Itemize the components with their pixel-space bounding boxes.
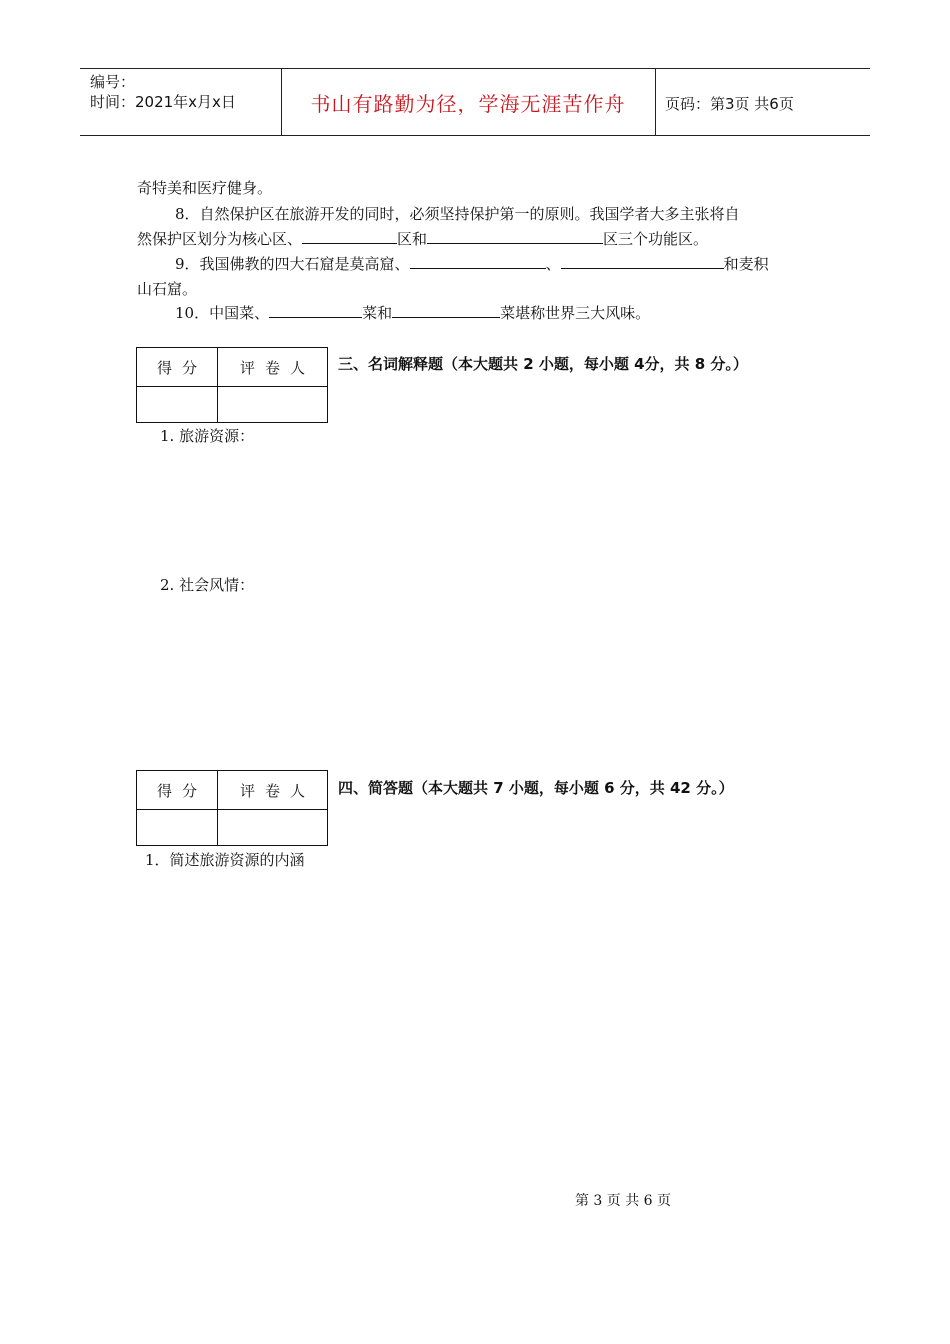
page-header [80,68,870,136]
question-8-line1: 8．自然保护区在旅游开发的同时，必须坚持保护第一的原则。我国学者大多主张将自 [175,205,740,223]
header-motto: 书山有路勤为径，学海无涯苦作舟 [310,91,626,116]
score-box-divider [137,386,327,387]
q9-text-a: 9．我国佛教的四大石窟是莫高窟、 [175,255,410,273]
q8-text-a: 然保护区划分为核心区、 [137,230,303,248]
header-divider [655,69,656,135]
q8-text-c: 区三个功能区。 [603,230,709,248]
question-9-line2: 山石窟。 [137,280,198,298]
score-label: 得分 [156,358,207,377]
q9-text-c: 和麦积 [723,255,769,273]
grader-label: 评卷人 [239,781,315,800]
grader-label: 评卷人 [239,358,315,377]
score-label: 得分 [156,781,207,800]
section-3-title: 三、名词解释题（本大题共 2 小题，每小题 4分，共 8 分。） [338,355,748,373]
q10-text-c: 菜堪称世界三大风味。 [500,304,651,322]
score-box [136,770,328,846]
section-3-question-2: 2. 社会风情： [160,576,255,594]
score-box [136,347,328,423]
q8-text-b: 区和 [397,230,428,248]
answer-blank[interactable] [269,303,362,318]
answer-blank[interactable] [427,229,603,244]
answer-blank[interactable] [561,254,724,269]
time-label: 时间：2021年x月x日 [90,93,236,111]
header-meta [90,72,236,112]
q10-text-b: 菜和 [362,304,393,322]
section-4-title: 四、简答题（本大题共 7 小题，每小题 6 分，共 42 分。） [338,779,734,797]
page-footer: 第 3 页 共 6 页 [574,1193,672,1209]
answer-blank[interactable] [302,229,397,244]
q10-text-a: 10．中国菜、 [175,304,270,322]
question-8-line2 [137,229,708,249]
section-3-question-1: 1. 旅游资源： [160,427,255,445]
continued-line: 奇特美和医疗健身。 [137,179,273,197]
answer-blank[interactable] [392,303,500,318]
number-label: 编号： [90,73,136,91]
question-9-line1 [175,254,769,274]
answer-blank[interactable] [410,254,546,269]
section-4-question-1: 1．简述旅游资源的内涵 [145,851,305,869]
question-10 [175,303,650,323]
score-box-divider [137,809,327,810]
q9-text-b: 、 [545,255,561,273]
header-page-info: 页码：第3页 共6页 [665,95,794,113]
